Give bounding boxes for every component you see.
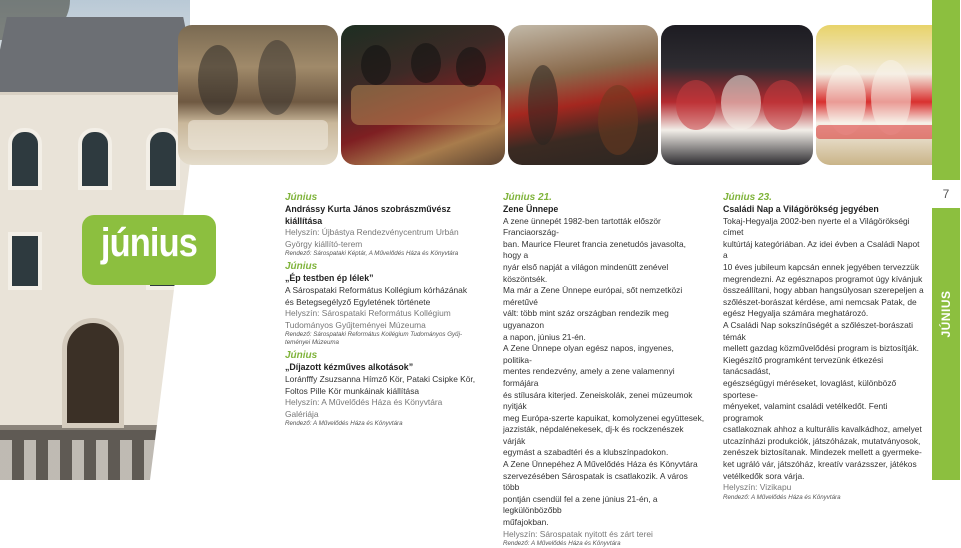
event-organizer: Rendező: Sárospataki Református Kollégium Tudományos Gyűj-	[285, 331, 462, 339]
event-date: Június 23.	[723, 192, 772, 203]
event-date: Június	[285, 350, 318, 362]
event-description: Foltos Pille Kör munkáinak kiállítása	[285, 385, 420, 396]
window-shape	[78, 128, 112, 190]
description-line: kultúrtáj kategóriában. Az idei évben a Családi Napot a	[723, 238, 920, 261]
description-line: Ma már a Zene Ünnepe európai, sőt nemzetközi méretűvé	[503, 285, 683, 307]
description-line: jazzisták, népdalénekesek, dj-k és rockzenészek várják	[503, 424, 684, 446]
event-title: „Díjazott kézműves alkotások”	[285, 362, 414, 373]
photo-zither-players	[341, 25, 505, 165]
description-line: mentes rendezvény, amely a zene valamennyi formájára	[503, 366, 675, 388]
description-line: nyár első napját a világon mindenütt zenével köszöntsék.	[503, 261, 669, 284]
dancer-skirt-shape	[676, 80, 716, 130]
description-line: pontján csendül fel a zene június 21-én, a legkülönbözőbb	[503, 493, 658, 516]
event-venue: Helyszín: A Művelődés Háza és Könyvtára	[285, 397, 443, 408]
dancer-skirt-shape	[763, 80, 803, 130]
person-silhouette	[411, 43, 441, 83]
events-column-1	[285, 191, 485, 428]
roof-shape	[0, 8, 200, 98]
description-line: A zene ünnepét 1982-ben tartották először Franciaország-	[503, 215, 661, 238]
window-shape	[8, 232, 42, 290]
side-tab	[932, 0, 960, 480]
person-silhouette	[456, 47, 486, 87]
person-silhouette	[258, 40, 296, 115]
description-line: utcazínházi produkciók, játszóházak, mutatványosok,	[723, 435, 921, 446]
window-shape	[8, 128, 42, 190]
event-description: Loránfffy Zsuzsanna Hímző Kör, Pataki Csipke Kör,	[285, 373, 476, 384]
page-number-box	[932, 180, 960, 208]
month-badge	[82, 215, 216, 285]
description-line: a napon, június 21-én.	[503, 331, 586, 342]
description-line: egymást a szabadtéri és a klubszínpadokon.	[503, 447, 669, 458]
page-number: 7	[942, 187, 950, 201]
description-line: megrendezni. Az egésznapos programot úgy kívánjuk	[723, 273, 923, 284]
description-line: szervezésében Sárospatak is csatlakozik. A város több	[503, 470, 688, 493]
event-description	[503, 216, 705, 529]
arched-door-shape	[62, 318, 124, 428]
description-line: és stílusára kiterjed. Zeneiskolák, zenei múzeumok nyitják	[503, 389, 693, 412]
display-table-shape	[188, 120, 328, 150]
event-title: Andrássy Kurta János szobrászművész	[285, 204, 451, 214]
event-venue: Helyszín: Újbástya Rendezvénycentrum Urbán	[285, 227, 459, 238]
description-line: ményeket, valamint családi vetélkedőt. Fenti programok	[723, 401, 888, 423]
event-title: kiállítása	[285, 215, 323, 226]
description-line: meg Európa-szerte kapuikat, komolyzenei együttesek,	[503, 412, 705, 423]
cello-shape	[598, 85, 638, 155]
event-title: Zene Ünnepe	[503, 204, 559, 214]
description-line: egészségügyi méréseket, lovaglást, különböző sportese-	[723, 377, 897, 400]
zither-row-shape	[351, 85, 501, 125]
event-venue: György kiállító-terem	[285, 238, 363, 249]
description-line: zenészek biztosítanak. Mindezek mellett a gyermeke-	[723, 447, 922, 458]
events-column-3	[723, 191, 925, 502]
event-venue: Tudományos Gyűjteményei Múzeuma	[285, 319, 426, 330]
event-venue: Helyszín: Sárospataki Református Kollégium	[285, 308, 451, 319]
description-line: A Zene Ünnepéhez A Művelődés Háza és Könyvtára	[503, 459, 698, 470]
description-line: Tokaj-Hegyalja 2002-ben nyerte el a Világörökségi címet	[723, 215, 910, 238]
description-line: Kiegészítő programként tervezünk étkezési tanácsadást,	[723, 354, 884, 377]
description-line: mellett gazdag közművelődési program is biztosítják.	[723, 343, 919, 354]
month-badge-label: június	[100, 221, 198, 265]
event-date: Június	[285, 261, 318, 273]
description-line: összeállítani, hogy abban hangsúlyosan szerepeljen a	[723, 285, 924, 296]
event-organizer: Rendező: A Művelődés Háza és Könyvtára	[503, 540, 621, 548]
event-organizer: Rendező: A Művelődés Háza és Könyvtára	[723, 493, 841, 501]
photo-musicians	[508, 25, 658, 165]
event-title: Családi Nap a Világörökség jegyében	[723, 204, 879, 214]
person-silhouette	[198, 45, 238, 115]
event-organizer: teményei Múzeuma	[285, 339, 339, 347]
event-organizer: Rendező: Sárospataki Képtár, A Művelődés Háza és Könyvtára	[285, 250, 459, 258]
description-line: vetélkedők sora várja.	[723, 470, 805, 481]
event-venue: Galériája	[285, 408, 319, 419]
event-venue: Helyszín: Vizikapu	[723, 482, 792, 493]
photo-folk-dancers	[661, 25, 813, 165]
event-description: és Betegsegélyző Egyletének története	[285, 296, 431, 307]
description-line: műfajokban.	[503, 517, 549, 528]
description-line: csatlakoznak ahhoz a kulturális kavalkádhoz, amelyet	[723, 424, 922, 435]
photo-exhibition-visitors	[178, 25, 338, 165]
dancer-shape	[721, 75, 761, 130]
event-organizer: Rendező: A Művelődés Háza és Könyvtára	[285, 420, 403, 428]
person-silhouette	[528, 65, 558, 145]
description-line: vált: több mint száz országban rendezik meg ugyanazon	[503, 308, 669, 330]
description-line: ban. Maurice Fleuret francia zenetudós javasolta, hogy a	[503, 238, 686, 261]
dancer-shape	[871, 60, 911, 135]
window-shape	[146, 128, 180, 190]
description-line: egész Hegyalja számára meghatározó.	[723, 308, 869, 319]
events-column-2	[503, 191, 705, 548]
side-tab-label-box	[931, 284, 961, 344]
person-silhouette	[361, 45, 391, 85]
event-title: „Ép testben ép lélek”	[285, 273, 374, 284]
event-description: A Sárospataki Református Kollégium kórházának	[285, 284, 468, 295]
description-line: ket ugráló vár, játszóház, kreatív varázsszer, játékos	[723, 459, 917, 470]
event-venue: Helyszín: Sárospatak nyitott és zárt terei	[503, 528, 653, 539]
description-line: A Családi Nap sokszínűségét a szőlészet-borászati témák	[723, 319, 913, 342]
description-line: szőlészet-borászat kérdése, ami nemcsak Patak, de	[723, 296, 917, 307]
side-tab-label: JÚNIUS	[939, 290, 953, 338]
event-description	[723, 216, 925, 483]
event-date: Június	[285, 192, 318, 203]
description-line: 10 éves jubileum kapcsán ennek jegyében tervezzük	[723, 261, 920, 272]
description-line: A Zene Ünnepe olyan egész napos, ingyenes, politika-	[503, 343, 674, 365]
event-date: Június 21.	[503, 192, 552, 203]
